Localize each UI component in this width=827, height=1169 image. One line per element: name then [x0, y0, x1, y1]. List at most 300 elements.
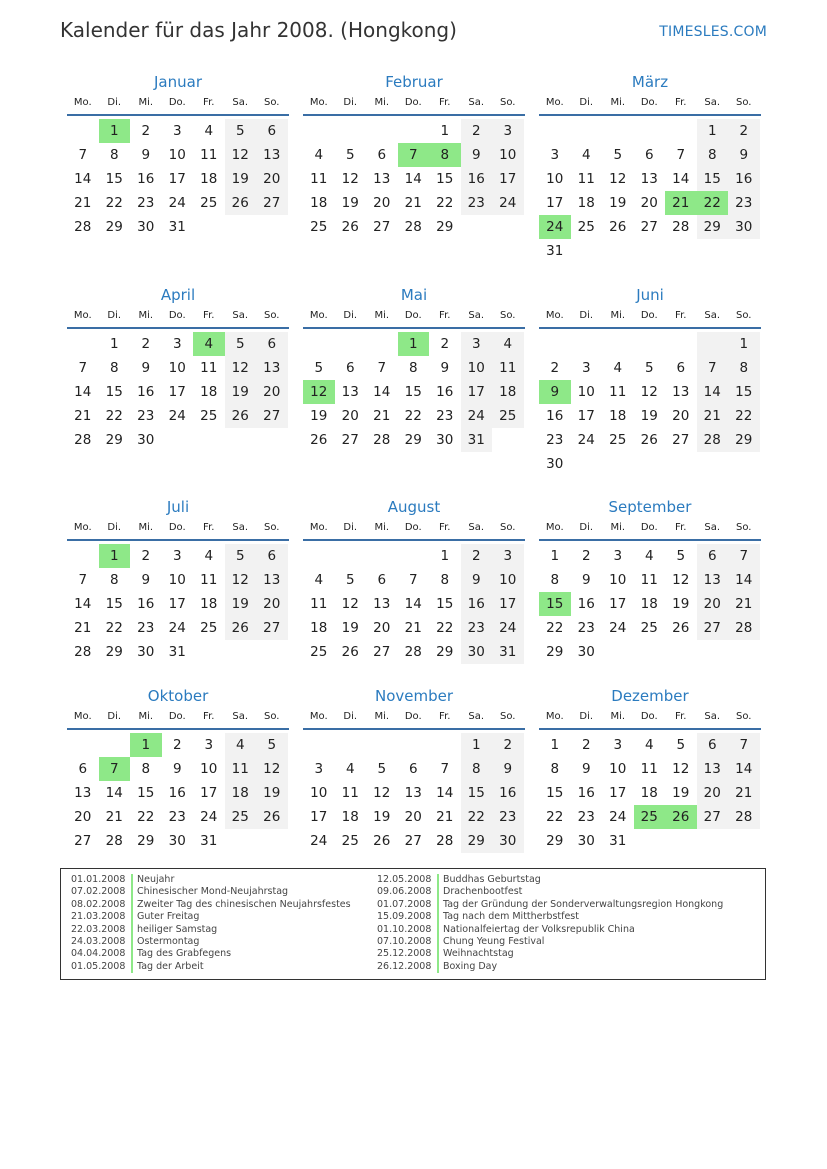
day-cell: 13 [672, 384, 690, 400]
weekday-label: So. [264, 97, 280, 108]
holiday-name: Tag der Gründung der Sonderverwaltungsregion Hongkong [443, 898, 724, 910]
day-cell: 2 [461, 544, 493, 568]
holiday-name: Tag nach dem Mittherbstfest [443, 911, 579, 923]
weekday-label: Fr. [203, 310, 215, 321]
day-cell: 19 [609, 195, 627, 211]
weekday-label: Sa. [468, 97, 485, 108]
day-cell: 7 [78, 147, 88, 163]
day-cell: 4 [225, 733, 257, 757]
empty-cell [67, 733, 99, 757]
day-cell: 14 [728, 568, 760, 592]
holiday-date: 12.05.2008 [377, 874, 439, 886]
day-cell: 21 [728, 592, 760, 616]
empty-cell [335, 544, 367, 568]
day-cell: 11 [200, 147, 218, 163]
day-cell: 4 [314, 572, 324, 588]
day-cell: 3 [204, 737, 214, 753]
day-cell: 11 [492, 356, 524, 380]
day-cell: 29 [436, 219, 454, 235]
day-cell: 2 [550, 360, 560, 376]
day-cell: 3 [613, 548, 623, 564]
day-cell: 1 [99, 544, 131, 568]
day-cell: 26 [225, 191, 257, 215]
weekday-label: Fr. [675, 97, 687, 108]
holiday-date: 01.01.2008 [71, 874, 133, 886]
holiday-name: Zweiter Tag des chinesischen Neujahrsfestes [137, 898, 351, 910]
day-cell: 11 [310, 171, 328, 187]
day-cell: 5 [345, 572, 355, 588]
day-cell: 31 [168, 644, 186, 660]
holiday-name: Chung Yeung Festival [443, 936, 545, 948]
day-cell: 25 [640, 620, 658, 636]
day-cell: 2 [728, 119, 760, 143]
day-cell: 10 [546, 171, 564, 187]
holiday-entry [71, 886, 351, 898]
day-cell: 12 [341, 596, 359, 612]
day-cell: 14 [697, 380, 729, 404]
day-cell: 25 [609, 432, 627, 448]
day-cell: 7 [408, 572, 418, 588]
weekday-label: Mi. [374, 522, 390, 533]
day-cell: 17 [200, 785, 218, 801]
month-name: September [608, 498, 692, 516]
day-cell: 6 [256, 119, 288, 143]
day-cell: 9 [728, 143, 760, 167]
day-cell: 7 [78, 360, 88, 376]
day-cell: 10 [168, 147, 186, 163]
empty-cell [335, 733, 367, 757]
day-cell: 5 [314, 360, 324, 376]
day-cell: 24 [609, 809, 627, 825]
day-cell: 27 [640, 219, 658, 235]
holiday-entry [71, 948, 351, 960]
day-cell: 1 [728, 332, 760, 356]
day-cell: 21 [404, 620, 422, 636]
day-cell: 29 [546, 833, 564, 849]
day-cell: 13 [373, 171, 391, 187]
day-cell: 16 [577, 785, 595, 801]
weekday-label: So. [500, 97, 516, 108]
day-cell: 16 [137, 596, 155, 612]
day-cell: 25 [200, 408, 218, 424]
day-cell: 14 [672, 171, 690, 187]
day-cell: 8 [728, 356, 760, 380]
empty-cell [634, 119, 666, 143]
day-cell: 12 [303, 380, 335, 404]
holiday-entry [377, 911, 723, 923]
weekday-label: Sa. [704, 711, 721, 722]
holiday-name: Buddhas Geburtstag [443, 874, 541, 885]
day-cell: 11 [640, 572, 658, 588]
month-name: Dezember [611, 687, 689, 705]
day-cell: 28 [404, 644, 422, 660]
weekday-label: Mi. [138, 711, 154, 722]
weekday-header [67, 309, 289, 329]
day-cell: 9 [492, 757, 524, 781]
day-cell: 29 [105, 432, 123, 448]
day-cell: 22 [436, 620, 454, 636]
day-cell: 28 [728, 616, 760, 640]
empty-cell [539, 332, 571, 356]
day-grid [67, 332, 289, 452]
day-cell: 20 [74, 809, 92, 825]
holiday-name: Neujahr [137, 874, 175, 885]
day-cell: 26 [225, 616, 257, 640]
weekday-label: Fr. [203, 97, 215, 108]
day-cell: 1 [99, 119, 131, 143]
month-name: November [374, 687, 454, 705]
day-cell: 25 [341, 833, 359, 849]
day-cell: 3 [461, 332, 493, 356]
day-cell: 23 [137, 620, 155, 636]
day-cell: 21 [436, 809, 454, 825]
day-cell: 11 [200, 572, 218, 588]
month-name: Februar [385, 73, 443, 91]
day-cell: 13 [697, 757, 729, 781]
empty-cell [429, 733, 461, 757]
day-cell: 18 [310, 195, 328, 211]
day-cell: 13 [256, 568, 288, 592]
day-cell: 17 [577, 408, 595, 424]
day-grid [67, 544, 289, 664]
day-cell: 15 [105, 384, 123, 400]
day-cell: 22 [728, 404, 760, 428]
weekday-label: Do. [404, 522, 422, 533]
day-cell: 31 [546, 243, 564, 259]
day-cell: 25 [310, 219, 328, 235]
day-cell: 15 [436, 171, 454, 187]
month-block [303, 285, 525, 452]
day-cell: 27 [672, 432, 690, 448]
day-cell: 6 [644, 147, 654, 163]
day-cell: 28 [74, 432, 92, 448]
day-cell: 12 [256, 757, 288, 781]
day-cell: 11 [200, 360, 218, 376]
day-cell: 21 [404, 195, 422, 211]
day-cell: 20 [256, 167, 288, 191]
day-cell: 21 [74, 195, 92, 211]
weekday-label: Fr. [675, 711, 687, 722]
day-cell: 10 [168, 572, 186, 588]
day-cell: 20 [341, 408, 359, 424]
weekday-label: Do. [168, 522, 186, 533]
day-cell: 2 [581, 548, 591, 564]
weekday-label: Mo. [545, 711, 564, 722]
weekday-header [67, 710, 289, 730]
holiday-name: Tag der Arbeit [137, 960, 204, 972]
day-cell: 26 [609, 219, 627, 235]
holiday-date: 04.04.2008 [71, 948, 133, 960]
weekday-label: Sa. [704, 97, 721, 108]
day-cell: 8 [109, 572, 119, 588]
day-cell: 15 [105, 596, 123, 612]
day-cell: 31 [200, 833, 218, 849]
day-cell: 29 [105, 644, 123, 660]
day-cell: 8 [697, 143, 729, 167]
holiday-entry [71, 924, 351, 936]
empty-cell [335, 119, 367, 143]
weekday-label: So. [264, 522, 280, 533]
day-cell: 17 [609, 785, 627, 801]
day-cell: 12 [225, 356, 257, 380]
holiday-name: Guter Freitag [137, 911, 200, 923]
holiday-list-right [377, 874, 723, 973]
day-cell: 21 [665, 191, 697, 215]
weekday-label: Mi. [374, 97, 390, 108]
holiday-entry [377, 874, 723, 886]
holiday-date: 26.12.2008 [377, 961, 439, 973]
weekday-label: Di. [579, 310, 594, 321]
day-cell: 9 [141, 147, 151, 163]
day-cell: 16 [436, 384, 454, 400]
holiday-entry [377, 924, 723, 936]
day-cell: 30 [728, 215, 760, 239]
day-cell: 11 [640, 761, 658, 777]
day-cell: 24 [310, 833, 328, 849]
day-cell: 30 [137, 432, 155, 448]
empty-cell [366, 119, 398, 143]
day-cell: 18 [341, 809, 359, 825]
day-cell: 1 [550, 548, 560, 564]
day-cell: 29 [728, 428, 760, 452]
day-cell: 8 [440, 572, 450, 588]
day-cell: 1 [130, 733, 162, 757]
day-cell: 19 [256, 781, 288, 805]
day-cell: 10 [492, 568, 524, 592]
month-block [539, 285, 761, 476]
day-cell: 29 [404, 432, 422, 448]
day-cell: 11 [609, 384, 627, 400]
day-cell: 5 [613, 147, 623, 163]
day-cell: 12 [341, 171, 359, 187]
day-cell: 2 [141, 548, 151, 564]
day-cell: 24 [461, 404, 493, 428]
empty-cell [571, 332, 603, 356]
weekday-label: So. [264, 711, 280, 722]
day-cell: 27 [256, 616, 288, 640]
day-cell: 7 [398, 143, 430, 167]
page-title: Kalender für das Jahr 2008. (Hongkong) [60, 18, 457, 42]
day-cell: 19 [341, 195, 359, 211]
day-cell: 21 [697, 404, 729, 428]
day-cell: 8 [461, 757, 493, 781]
month-block [539, 72, 761, 263]
month-name: Oktober [147, 687, 209, 705]
holiday-entry [377, 936, 723, 948]
day-cell: 12 [225, 568, 257, 592]
weekday-header [303, 521, 525, 541]
day-cell: 3 [172, 548, 182, 564]
weekday-label: Fr. [439, 711, 451, 722]
empty-cell [398, 733, 430, 757]
day-cell: 28 [74, 644, 92, 660]
day-cell: 18 [609, 408, 627, 424]
holiday-name: Boxing Day [443, 960, 498, 972]
month-name: Juni [636, 286, 664, 304]
holiday-entry [377, 886, 723, 898]
day-cell: 7 [676, 147, 686, 163]
day-cell: 15 [539, 592, 571, 616]
day-cell: 24 [200, 809, 218, 825]
day-cell: 16 [728, 167, 760, 191]
day-cell: 11 [310, 596, 328, 612]
empty-cell [366, 332, 398, 356]
day-cell: 25 [225, 805, 257, 829]
day-cell: 29 [436, 644, 454, 660]
day-cell: 8 [408, 360, 418, 376]
day-cell: 24 [577, 432, 595, 448]
weekday-label: So. [500, 711, 516, 722]
day-cell: 14 [105, 785, 123, 801]
day-cell: 9 [141, 360, 151, 376]
weekday-label: Di. [579, 711, 594, 722]
weekday-label: Do. [168, 97, 186, 108]
day-cell: 21 [74, 620, 92, 636]
day-cell: 27 [404, 833, 422, 849]
day-cell: 4 [644, 548, 654, 564]
day-cell: 21 [728, 781, 760, 805]
day-cell: 9 [461, 143, 493, 167]
holiday-date: 07.02.2008 [71, 886, 133, 898]
day-cell: 24 [492, 191, 524, 215]
weekday-label: Di. [107, 711, 122, 722]
day-cell: 10 [492, 143, 524, 167]
day-cell: 25 [200, 195, 218, 211]
weekday-label: Do. [168, 711, 186, 722]
day-cell: 7 [728, 733, 760, 757]
day-cell: 30 [492, 829, 524, 853]
month-name: April [160, 286, 196, 304]
day-cell: 2 [461, 119, 493, 143]
day-cell: 4 [644, 737, 654, 753]
day-cell: 1 [697, 119, 729, 143]
empty-cell [366, 733, 398, 757]
brand-logo[interactable]: TIMESLES.COM [659, 24, 767, 40]
day-cell: 23 [492, 805, 524, 829]
weekday-label: Di. [107, 522, 122, 533]
day-cell: 5 [256, 733, 288, 757]
weekday-label: Mo. [73, 522, 92, 533]
empty-cell [602, 332, 634, 356]
holiday-date: 09.06.2008 [377, 886, 439, 898]
day-cell: 6 [256, 332, 288, 356]
weekday-label: Mi. [374, 711, 390, 722]
empty-cell [303, 544, 335, 568]
weekday-label: Mo. [309, 711, 328, 722]
holiday-entry [71, 874, 351, 886]
day-cell: 23 [461, 191, 493, 215]
day-cell: 30 [577, 833, 595, 849]
day-cell: 26 [640, 432, 658, 448]
day-cell: 24 [168, 620, 186, 636]
day-cell: 1 [440, 123, 450, 139]
day-cell: 7 [78, 572, 88, 588]
day-cell: 6 [78, 761, 88, 777]
day-cell: 2 [492, 733, 524, 757]
month-block [303, 686, 525, 853]
day-cell: 5 [377, 761, 387, 777]
day-cell: 31 [461, 428, 493, 452]
empty-cell [398, 544, 430, 568]
day-cell: 30 [168, 833, 186, 849]
weekday-label: Di. [579, 97, 594, 108]
day-cell: 14 [74, 384, 92, 400]
weekday-label: Mi. [610, 522, 626, 533]
day-cell: 18 [200, 171, 218, 187]
day-cell: 30 [577, 644, 595, 660]
day-cell: 6 [256, 544, 288, 568]
month-block [539, 497, 761, 664]
weekday-label: Fr. [439, 522, 451, 533]
day-cell: 9 [141, 572, 151, 588]
day-cell: 23 [546, 432, 564, 448]
day-cell: 6 [408, 761, 418, 777]
holiday-legend [60, 868, 766, 980]
holiday-entry [71, 911, 351, 923]
day-cell: 23 [137, 195, 155, 211]
day-cell: 22 [137, 809, 155, 825]
empty-cell [303, 332, 335, 356]
day-grid [303, 733, 525, 853]
weekday-label: Sa. [468, 522, 485, 533]
day-cell: 9 [539, 380, 571, 404]
day-cell: 2 [141, 123, 151, 139]
holiday-entry [377, 948, 723, 960]
day-cell: 12 [609, 171, 627, 187]
empty-cell [366, 544, 398, 568]
empty-cell [67, 119, 99, 143]
weekday-label: Di. [579, 522, 594, 533]
day-cell: 18 [200, 384, 218, 400]
weekday-label: Do. [404, 97, 422, 108]
day-cell: 26 [341, 644, 359, 660]
weekday-label: Di. [107, 310, 122, 321]
day-cell: 27 [697, 805, 729, 829]
day-cell: 3 [550, 147, 560, 163]
weekday-label: Di. [343, 522, 358, 533]
holiday-name: Nationalfeiertag der Volksrepublik China [443, 923, 635, 935]
day-cell: 22 [546, 809, 564, 825]
day-cell: 4 [613, 360, 623, 376]
day-cell: 17 [168, 171, 186, 187]
weekday-label: Di. [107, 97, 122, 108]
day-cell: 19 [225, 167, 257, 191]
day-cell: 12 [672, 572, 690, 588]
day-cell: 21 [74, 408, 92, 424]
day-cell: 20 [404, 809, 422, 825]
day-grid [539, 544, 761, 664]
day-cell: 19 [310, 408, 328, 424]
day-cell: 23 [137, 408, 155, 424]
day-cell: 9 [581, 572, 591, 588]
day-grid [67, 733, 289, 853]
day-cell: 24 [539, 215, 571, 239]
day-cell: 22 [105, 620, 123, 636]
day-cell: 10 [609, 761, 627, 777]
weekday-label: So. [736, 522, 752, 533]
weekday-label: Fr. [203, 522, 215, 533]
holiday-date: 24.03.2008 [71, 936, 133, 948]
day-cell: 4 [193, 332, 225, 356]
day-cell: 28 [105, 833, 123, 849]
month-name: März [631, 73, 669, 91]
day-cell: 27 [373, 644, 391, 660]
holiday-entry [377, 961, 723, 973]
day-cell: 12 [225, 143, 257, 167]
weekday-label: Do. [168, 310, 186, 321]
empty-cell [634, 332, 666, 356]
weekday-label: Fr. [439, 97, 451, 108]
